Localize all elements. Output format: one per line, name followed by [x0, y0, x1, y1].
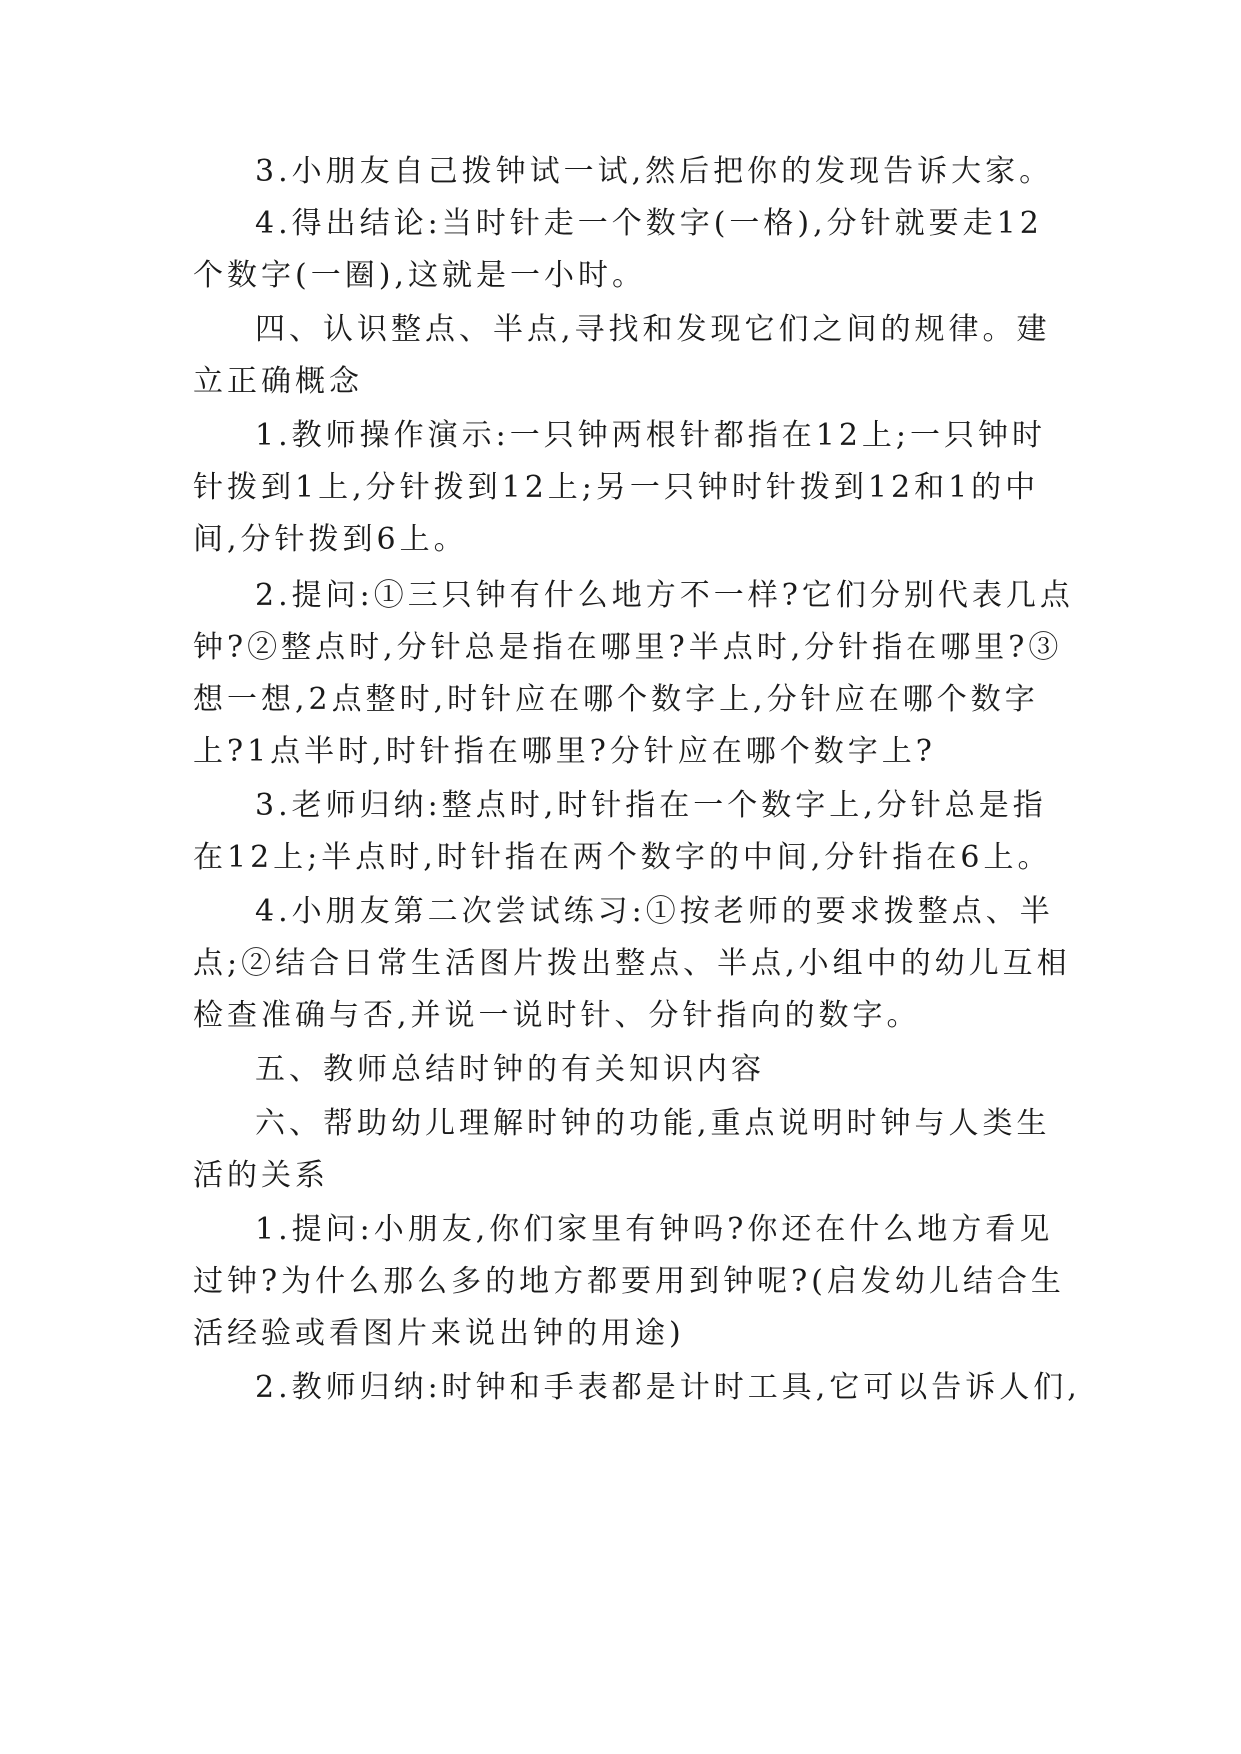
text-line: 活经验或看图片来说出钟的用途): [193, 1316, 685, 1351]
text-line: 五、教师总结时钟的有关知识内容: [255, 1052, 765, 1087]
text-line: 过钟?为什么那么多的地方都要用到钟呢?(启发幼儿结合生: [193, 1264, 1065, 1299]
text-line: 3.老师归纳:整点时,时针指在一个数字上,分针总是指: [255, 788, 1047, 823]
text-line: 点;②结合日常生活图片拨出整点、半点,小组中的幼儿互相: [193, 946, 1071, 981]
text-line: 4.小朋友第二次尝试练习:①按老师的要求拨整点、半: [255, 894, 1054, 929]
text-line: 4.得出结论:当时针走一个数字(一格),分针就要走12: [255, 206, 1043, 241]
text-line: 间,分针拨到6上。: [193, 522, 468, 557]
text-line: 3.小朋友自己拨钟试一试,然后把你的发现告诉大家。: [255, 154, 1054, 189]
text-line: 钟?②整点时,分针总是指在哪里?半点时,分针指在哪里?③: [193, 630, 1063, 665]
text-line: 在12上;半点时,时针指在两个数字的中间,分针指在6上。: [193, 840, 1052, 875]
text-line: 活的关系: [193, 1158, 329, 1193]
text-line: 立正确概念: [193, 364, 363, 399]
text-line: 1.教师操作演示:一只钟两根针都指在12上;一只钟时: [255, 418, 1047, 453]
text-line: 四、认识整点、半点,寻找和发现它们之间的规律。建: [255, 312, 1051, 347]
text-line: 想一想,2点整时,时针应在哪个数字上,分针应在哪个数字: [193, 682, 1039, 717]
text-line: 六、帮助幼儿理解时钟的功能,重点说明时钟与人类生: [255, 1106, 1051, 1141]
text-line: 检查准确与否,并说一说时针、分针指向的数字。: [193, 998, 921, 1033]
text-line: 2.教师归纳:时钟和手表都是计时工具,它可以告诉人们,: [255, 1370, 1081, 1405]
text-line: 上?1点半时,时针指在哪里?分针应在哪个数字上?: [193, 734, 936, 769]
text-line: 个数字(一圈),这就是一小时。: [193, 258, 646, 293]
text-line: 2.提问:①三只钟有什么地方不一样?它们分别代表几点: [255, 578, 1074, 613]
text-line: 1.提问:小朋友,你们家里有钟吗?你还在什么地方看见: [255, 1212, 1054, 1247]
text-line: 针拨到1上,分针拨到12上;另一只钟时针拨到12和1的中: [193, 470, 1040, 505]
